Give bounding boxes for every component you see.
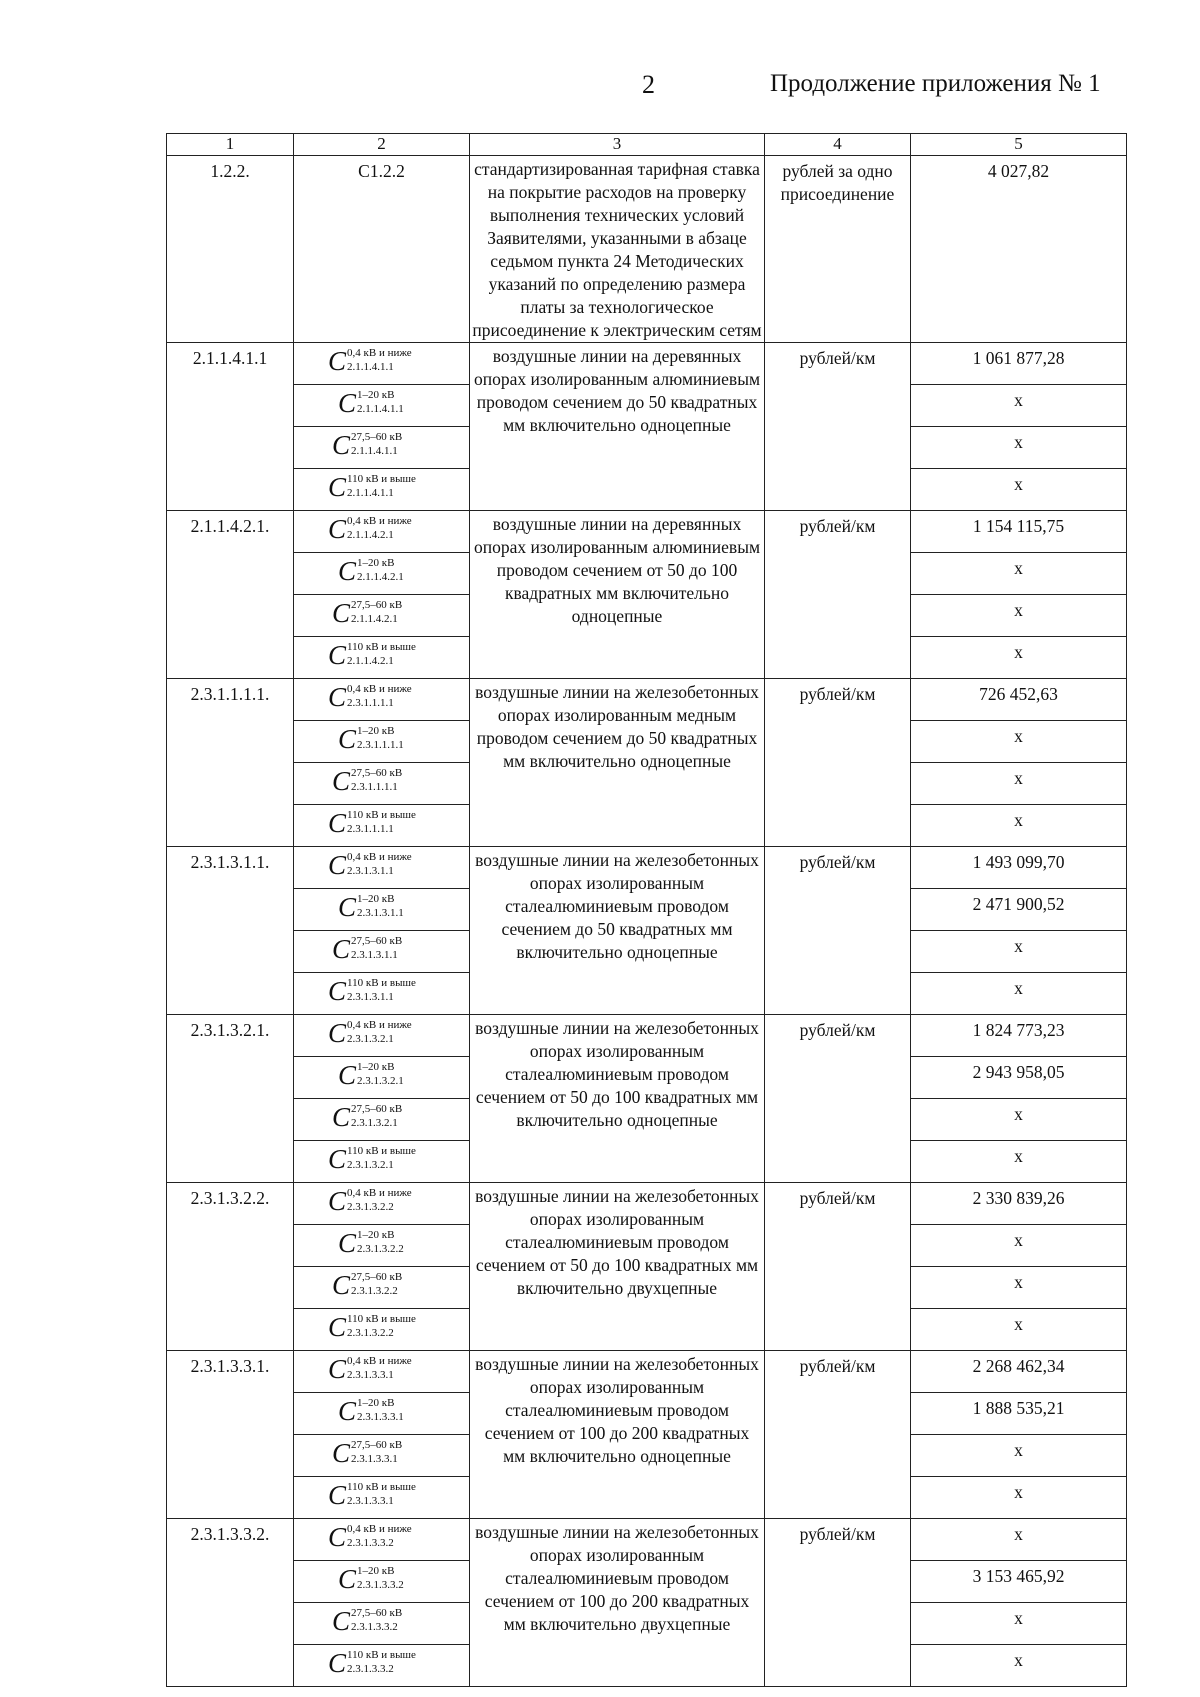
voltage-superscript: 27,5–60 кВ [351, 1271, 403, 1283]
rate-value: x [911, 1309, 1127, 1351]
symbol-letter: C [332, 934, 351, 964]
rate-symbol [294, 1225, 470, 1267]
rate-value: x [911, 469, 1127, 511]
page-number: 2 [642, 70, 655, 99]
column-number: 5 [911, 134, 1127, 156]
rate-symbol-formula [294, 805, 469, 842]
symbol-letter: C [328, 976, 347, 1006]
symbol-letter: C [328, 1648, 347, 1678]
symbol-scripts [347, 469, 416, 500]
voltage-superscript: 27,5–60 кВ [351, 599, 403, 611]
rate-value: x [911, 427, 1127, 469]
rate-value: 2 268 462,34 [911, 1351, 1127, 1393]
rate-value: x [911, 973, 1127, 1015]
unit-of-measure: рублей/км [765, 343, 911, 511]
symbol-letter: C [338, 1228, 357, 1258]
symbol-scripts [347, 1141, 416, 1172]
rate-value: 726 452,63 [911, 679, 1127, 721]
item-code: 1.2.2. [167, 156, 294, 343]
code-subscript: 2.3.1.3.3.2 [351, 1621, 398, 1633]
symbol-letter: C [328, 346, 347, 376]
rate-value: x [911, 1645, 1127, 1687]
rate-symbol-formula [294, 763, 469, 800]
rate-symbol-formula [294, 637, 469, 674]
symbol-scripts [347, 847, 412, 878]
symbol-scripts [357, 385, 404, 416]
rate-value: x [911, 1267, 1127, 1309]
code-subscript: 2.3.1.3.3.1 [351, 1453, 398, 1465]
rate-value: 2 330 839,26 [911, 1183, 1127, 1225]
rate-symbol [294, 1183, 470, 1225]
rate-symbol-formula [294, 1267, 469, 1304]
voltage-superscript: 110 кВ и выше [347, 1481, 416, 1493]
symbol-scripts [347, 1351, 412, 1382]
rate-symbol-formula [294, 1477, 469, 1514]
rate-symbol [294, 973, 470, 1015]
symbol-scripts [347, 805, 416, 836]
symbol-letter: C [328, 1312, 347, 1342]
symbol-letter: C [332, 598, 351, 628]
column-number: 3 [470, 134, 765, 156]
code-subscript: 2.3.1.3.3.2 [357, 1579, 404, 1591]
rate-symbol-formula [294, 973, 469, 1010]
code-subscript: 2.3.1.1.1.1 [347, 697, 394, 709]
rate-symbol [294, 889, 470, 931]
unit-of-measure: рублей/км [765, 847, 911, 1015]
column-number-row [167, 134, 1127, 156]
rate-symbol [294, 1561, 470, 1603]
table-row [167, 1519, 1127, 1561]
rate-symbol-formula [294, 1393, 469, 1430]
rate-description: воздушные линии на железобетонных опорах изолированным медным проводом сечением до 50 квадратных мм включительно одноцепные [470, 679, 765, 847]
rate-symbol [294, 1645, 470, 1687]
symbol-scripts [347, 637, 416, 668]
rate-symbol [294, 385, 470, 427]
rate-symbol-formula [294, 1645, 469, 1682]
voltage-superscript: 0,4 кВ и ниже [347, 1355, 412, 1367]
table-row [167, 847, 1127, 889]
symbol-scripts [357, 1393, 404, 1424]
voltage-superscript: 110 кВ и выше [347, 809, 416, 821]
rate-description: стандартизированная тарифная ставка на покрытие расходов на проверку выполнения технических условий Заявителями, указанными в абзаце седьмом пункта 24 Методических указаний по определению размера платы за технологическое присоединение к электрическим сетям [470, 156, 765, 343]
unit-of-measure: рублей/км [765, 511, 911, 679]
voltage-superscript: 1–20 кВ [357, 1565, 395, 1577]
rate-description: воздушные линии на железобетонных опорах изолированным сталеалюминиевым проводом сечением до 50 квадратных мм включительно одноцепные [470, 847, 765, 1015]
code-subscript: 2.1.1.4.2.1 [357, 571, 404, 583]
column-number: 4 [765, 134, 911, 156]
rate-symbol [294, 1393, 470, 1435]
voltage-superscript: 0,4 кВ и ниже [347, 1523, 412, 1535]
symbol-letter: C [328, 640, 347, 670]
voltage-superscript: 1–20 кВ [357, 1397, 395, 1409]
code-subscript: 2.1.1.4.1.1 [351, 445, 398, 457]
rate-symbol [294, 1057, 470, 1099]
code-subscript: 2.3.1.3.3.2 [347, 1663, 394, 1675]
rate-description: воздушные линии на железобетонных опорах изолированным сталеалюминиевым проводом сечением от 100 до 200 квадратных мм включительно одноцепные [470, 1351, 765, 1519]
symbol-letter: C [338, 388, 357, 418]
rate-value: x [911, 1099, 1127, 1141]
symbol-scripts [347, 511, 412, 542]
symbol-scripts [351, 763, 402, 794]
rate-symbol-formula [294, 553, 469, 590]
table-row [167, 679, 1127, 721]
rate-symbol-formula [294, 1099, 469, 1136]
symbol-letter: C [328, 1144, 347, 1174]
table-row [167, 1015, 1127, 1057]
rate-value: x [911, 1225, 1127, 1267]
symbol-scripts [347, 679, 412, 710]
rate-symbol-formula [294, 1225, 469, 1262]
symbol-letter: C [328, 850, 347, 880]
item-code: 2.1.1.4.2.1. [167, 511, 294, 679]
rate-symbol [294, 553, 470, 595]
symbol-letter: C [328, 1480, 347, 1510]
voltage-superscript: 27,5–60 кВ [351, 1607, 403, 1619]
rate-symbol [294, 1603, 470, 1645]
symbol-scripts [347, 1477, 416, 1508]
unit-of-measure: рублей/км [765, 1015, 911, 1183]
symbol-letter: C [332, 1438, 351, 1468]
voltage-superscript: 110 кВ и выше [347, 1649, 416, 1661]
symbol-letter: C [332, 430, 351, 460]
symbol-scripts [351, 1603, 402, 1634]
item-code: 2.3.1.1.1.1. [167, 679, 294, 847]
symbol-letter: C [332, 766, 351, 796]
symbol-scripts [351, 1435, 402, 1466]
rate-value: x [911, 1519, 1127, 1561]
symbol-letter: C [332, 1270, 351, 1300]
rate-symbol-formula [294, 889, 469, 926]
rate-description: воздушные линии на железобетонных опорах изолированным сталеалюминиевым проводом сечением от 100 до 200 квадратных мм включительно двухцепные [470, 1519, 765, 1687]
voltage-superscript: 0,4 кВ и ниже [347, 1187, 412, 1199]
symbol-scripts [351, 595, 402, 626]
rate-symbol [294, 1141, 470, 1183]
symbol-scripts [351, 1099, 402, 1130]
code-subscript: 2.3.1.3.1.1 [347, 991, 394, 1003]
voltage-superscript: 1–20 кВ [357, 1229, 395, 1241]
rate-symbol-formula [294, 1561, 469, 1598]
rate-symbol [294, 343, 470, 385]
table-row [167, 511, 1127, 553]
voltage-superscript: 110 кВ и выше [347, 1145, 416, 1157]
symbol-scripts [347, 1183, 412, 1214]
symbol-letter: C [338, 1396, 357, 1426]
code-subscript: 2.3.1.3.1.1 [347, 865, 394, 877]
rate-value: x [911, 805, 1127, 847]
rate-symbol [294, 595, 470, 637]
rate-value: x [911, 1603, 1127, 1645]
symbol-scripts [357, 721, 404, 752]
voltage-superscript: 110 кВ и выше [347, 977, 416, 989]
voltage-superscript: 0,4 кВ и ниже [347, 347, 412, 359]
table-row [167, 1351, 1127, 1393]
rate-symbol-formula [294, 1309, 469, 1346]
code-subscript: 2.3.1.3.3.2 [347, 1537, 394, 1549]
unit-of-measure: рублей/км [765, 1183, 911, 1351]
voltage-superscript: 110 кВ и выше [347, 473, 416, 485]
rate-symbol-formula [294, 343, 469, 380]
rate-value: x [911, 931, 1127, 973]
rate-symbol [294, 1099, 470, 1141]
code-subscript: 2.3.1.3.1.1 [357, 907, 404, 919]
rate-value: 4 027,82 [911, 156, 1127, 343]
item-code: 2.3.1.3.2.1. [167, 1015, 294, 1183]
symbol-letter: C [338, 1564, 357, 1594]
item-code: 2.3.1.3.1.1. [167, 847, 294, 1015]
rate-value: 3 153 465,92 [911, 1561, 1127, 1603]
symbol-scripts [351, 1267, 402, 1298]
unit-of-measure: рублей/км [765, 1519, 911, 1687]
symbol-scripts [347, 1015, 412, 1046]
code-subscript: 2.3.1.3.2.2 [357, 1243, 404, 1255]
rate-symbol-formula [294, 1435, 469, 1472]
code-subscript: 2.3.1.3.2.2 [351, 1285, 398, 1297]
item-code: 2.3.1.3.3.2. [167, 1519, 294, 1687]
rate-value: x [911, 1435, 1127, 1477]
rate-symbol: С1.2.2 [294, 156, 470, 343]
table-row [167, 343, 1127, 385]
rate-symbol [294, 427, 470, 469]
rate-value: 1 888 535,21 [911, 1393, 1127, 1435]
item-code: 2.1.1.4.1.1 [167, 343, 294, 511]
rate-description: воздушные линии на железобетонных опорах изолированным сталеалюминиевым проводом сечением от 50 до 100 квадратных мм включительно двухцепные [470, 1183, 765, 1351]
symbol-letter: C [328, 682, 347, 712]
code-subscript: 2.3.1.1.1.1 [347, 823, 394, 835]
item-code: 2.3.1.3.2.2. [167, 1183, 294, 1351]
code-subscript: 2.3.1.1.1.1 [351, 781, 398, 793]
rate-value: 1 154 115,75 [911, 511, 1127, 553]
voltage-superscript: 110 кВ и выше [347, 1313, 416, 1325]
rate-value: x [911, 553, 1127, 595]
rate-value: x [911, 1477, 1127, 1519]
voltage-superscript: 0,4 кВ и ниже [347, 515, 412, 527]
voltage-superscript: 27,5–60 кВ [351, 1439, 403, 1451]
symbol-letter: C [328, 1522, 347, 1552]
voltage-superscript: 1–20 кВ [357, 389, 395, 401]
voltage-superscript: 27,5–60 кВ [351, 1103, 403, 1115]
rate-symbol [294, 931, 470, 973]
unit-of-measure: рублей за одно присоединение [765, 156, 911, 343]
rate-symbol-formula [294, 595, 469, 632]
voltage-superscript: 1–20 кВ [357, 893, 395, 905]
rate-description: воздушные линии на железобетонных опорах изолированным сталеалюминиевым проводом сечением от 50 до 100 квадратных мм включительно одноцепные [470, 1015, 765, 1183]
table-row [167, 1183, 1127, 1225]
symbol-scripts [357, 1225, 404, 1256]
symbol-scripts [347, 1645, 416, 1676]
voltage-superscript: 0,4 кВ и ниже [347, 1019, 412, 1031]
code-subscript: 2.3.1.3.2.1 [351, 1117, 398, 1129]
rate-symbol-formula [294, 847, 469, 884]
voltage-superscript: 27,5–60 кВ [351, 767, 403, 779]
code-subscript: 2.3.1.3.2.2 [347, 1327, 394, 1339]
code-subscript: 2.1.1.4.2.1 [351, 613, 398, 625]
voltage-superscript: 1–20 кВ [357, 1061, 395, 1073]
tariff-table [166, 133, 1127, 1687]
rate-symbol-formula [294, 1183, 469, 1220]
rate-symbol [294, 511, 470, 553]
voltage-superscript: 1–20 кВ [357, 557, 395, 569]
symbol-scripts [351, 427, 402, 458]
code-subscript: 2.1.1.4.1.1 [347, 487, 394, 499]
rate-symbol [294, 847, 470, 889]
symbol-letter: C [328, 808, 347, 838]
symbol-scripts [347, 973, 416, 1004]
rate-value: 1 824 773,23 [911, 1015, 1127, 1057]
column-number: 1 [167, 134, 294, 156]
code-subscript: 2.1.1.4.1.1 [357, 403, 404, 415]
rate-value: 1 493 099,70 [911, 847, 1127, 889]
code-subscript: 2.1.1.4.2.1 [347, 529, 394, 541]
rate-symbol [294, 1435, 470, 1477]
rate-symbol-formula [294, 427, 469, 464]
item-code: 2.3.1.3.3.1. [167, 1351, 294, 1519]
voltage-superscript: 0,4 кВ и ниже [347, 683, 412, 695]
rate-value: x [911, 1141, 1127, 1183]
symbol-letter: C [328, 1018, 347, 1048]
symbol-letter: C [332, 1102, 351, 1132]
symbol-letter: C [338, 724, 357, 754]
voltage-superscript: 27,5–60 кВ [351, 935, 403, 947]
code-subscript: 2.1.1.4.2.1 [347, 655, 394, 667]
voltage-superscript: 0,4 кВ и ниже [347, 851, 412, 863]
voltage-superscript: 110 кВ и выше [347, 641, 416, 653]
voltage-superscript: 1–20 кВ [357, 725, 395, 737]
code-subscript: 2.3.1.3.1.1 [351, 949, 398, 961]
rate-value: x [911, 763, 1127, 805]
symbol-scripts [347, 1519, 412, 1550]
symbol-scripts [357, 889, 404, 920]
rate-symbol-formula [294, 385, 469, 422]
rate-symbol-formula [294, 1141, 469, 1178]
continuation-title: Продолжение приложения № 1 [770, 70, 1101, 97]
symbol-letter: C [328, 472, 347, 502]
rate-value: x [911, 595, 1127, 637]
rate-symbol-formula [294, 1015, 469, 1052]
rate-value: x [911, 721, 1127, 763]
code-subscript: 2.1.1.4.1.1 [347, 361, 394, 373]
rate-symbol-formula [294, 1603, 469, 1640]
rate-symbol-formula [294, 1057, 469, 1094]
rate-description: воздушные линии на деревянных опорах изолированным алюминиевым проводом сечением от 50 до 100 квадратных мм включительно одноцепные [470, 511, 765, 679]
symbol-letter: C [328, 1354, 347, 1384]
code-subscript: 2.3.1.3.3.1 [357, 1411, 404, 1423]
code-subscript: 2.3.1.3.2.2 [347, 1201, 394, 1213]
rate-symbol [294, 637, 470, 679]
symbol-scripts [357, 1057, 404, 1088]
symbol-scripts [351, 931, 402, 962]
symbol-letter: C [338, 892, 357, 922]
code-subscript: 2.3.1.3.3.1 [347, 1495, 394, 1507]
rate-symbol [294, 1519, 470, 1561]
symbol-letter: C [328, 1186, 347, 1216]
rate-symbol-formula [294, 469, 469, 506]
symbol-scripts [357, 553, 404, 584]
rate-symbol [294, 763, 470, 805]
rate-symbol [294, 1351, 470, 1393]
rate-symbol [294, 1477, 470, 1519]
rate-description: воздушные линии на деревянных опорах изолированным алюминиевым проводом сечением до 50 квадратных мм включительно одноцепные [470, 343, 765, 511]
rate-value: 2 471 900,52 [911, 889, 1127, 931]
rate-symbol-formula [294, 1519, 469, 1556]
table-row [167, 156, 1127, 343]
code-subscript: 2.3.1.3.2.1 [347, 1159, 394, 1171]
symbol-letter: C [332, 1606, 351, 1636]
symbol-letter: C [338, 1060, 357, 1090]
symbol-letter: C [338, 556, 357, 586]
rate-symbol-formula [294, 679, 469, 716]
rate-symbol-formula [294, 511, 469, 548]
code-subscript: 2.3.1.3.2.1 [347, 1033, 394, 1045]
symbol-scripts [347, 343, 412, 374]
rate-value: 2 943 958,05 [911, 1057, 1127, 1099]
rate-symbol [294, 721, 470, 763]
unit-of-measure: рублей/км [765, 679, 911, 847]
symbol-scripts [357, 1561, 404, 1592]
rate-value: 1 061 877,28 [911, 343, 1127, 385]
rate-symbol [294, 469, 470, 511]
code-subscript: 2.3.1.3.3.1 [347, 1369, 394, 1381]
rate-value: x [911, 637, 1127, 679]
unit-of-measure: рублей/км [765, 1351, 911, 1519]
voltage-superscript: 27,5–60 кВ [351, 431, 403, 443]
rate-symbol [294, 805, 470, 847]
symbol-letter: C [328, 514, 347, 544]
rate-symbol [294, 1267, 470, 1309]
rate-symbol-formula [294, 1351, 469, 1388]
rate-symbol [294, 1015, 470, 1057]
rate-value: x [911, 385, 1127, 427]
code-subscript: 2.3.1.3.2.1 [357, 1075, 404, 1087]
rate-symbol-formula [294, 931, 469, 968]
rate-symbol-formula [294, 721, 469, 758]
code-subscript: 2.3.1.1.1.1 [357, 739, 404, 751]
symbol-scripts [347, 1309, 416, 1340]
column-number: 2 [294, 134, 470, 156]
rate-symbol [294, 1309, 470, 1351]
rate-symbol [294, 679, 470, 721]
